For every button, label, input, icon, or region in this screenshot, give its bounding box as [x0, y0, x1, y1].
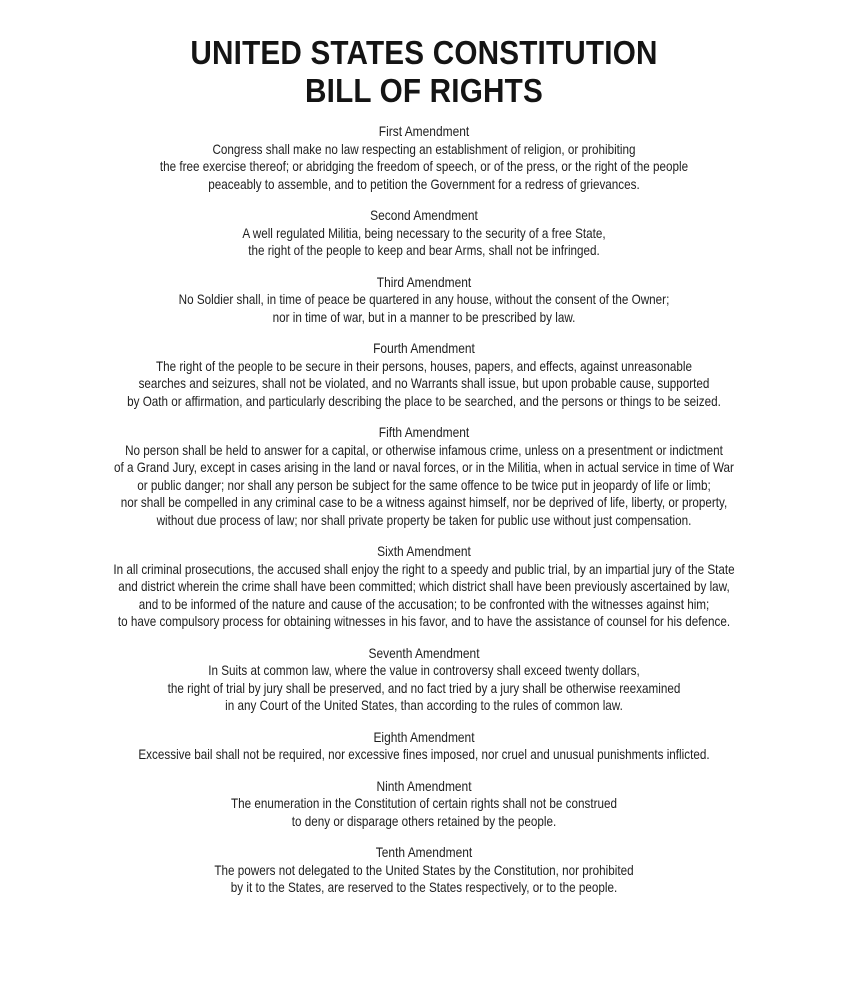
- amendment-heading: Fourth Amendment: [373, 341, 475, 356]
- amendment-text-line: to have compulsory process for obtaining witnesses in his favor, and to have the assistance of counsel for his defence.: [117, 614, 731, 629]
- amendment-heading: Tenth Amendment: [375, 845, 473, 860]
- amendment-text-line: Congress shall make no law respecting an establishment of religion, or prohibiting: [212, 141, 636, 157]
- amendment-tenth: [0, 844, 848, 897]
- document-title: [0, 34, 848, 110]
- amendment-text-line: The right of the people to be secure in their persons, houses, papers, and effects, against unreasonable: [156, 358, 692, 374]
- amendment-text-line: the right of trial by jury shall be preserved, and no fact tried by a jury shall be otherwise reexamined: [167, 680, 681, 696]
- amendment-seventh: [0, 645, 848, 715]
- amendments-list: [0, 123, 848, 897]
- amendment-text-line: of a Grand Jury, except in cases arising in the land or naval forces, or in the Militia, when in actual service in time of War: [114, 460, 734, 475]
- amendment-fifth: [0, 424, 848, 529]
- amendment-text-line: and to be informed of the nature and cause of the accusation; to be confronted with the witnesses against him;: [138, 596, 710, 612]
- title-line-bill-of-rights: BILL OF RIGHTS: [305, 72, 543, 109]
- amendment-text-line: and district wherein the crime shall have been committed; which district shall have been previously ascertained by law,: [118, 579, 730, 594]
- amendment-text-line: the free exercise thereof; or abridging the freedom of speech, or of the press, or the right of the people: [159, 159, 689, 174]
- amendment-heading: Third Amendment: [376, 274, 472, 290]
- amendment-text-line: nor shall be compelled in any criminal case to be a witness against himself, nor be deprived of life, liberty, or property,: [120, 495, 728, 510]
- amendment-text-line: In Suits at common law, where the value in controversy shall exceed twenty dollars,: [208, 663, 640, 678]
- amendment-first: [0, 123, 848, 193]
- amendment-text-line: In all criminal prosecutions, the accused shall enjoy the right to a speedy and public trial, by an impartial jury of the State: [113, 561, 735, 577]
- amendment-heading: Ninth Amendment: [376, 778, 472, 794]
- amendment-text-line: in any Court of the United States, than according to the rules of common law.: [225, 698, 623, 713]
- amendment-ninth: [0, 778, 848, 831]
- amendment-text-line: peaceably to assemble, and to petition the Government for a redress of grievances.: [208, 176, 640, 192]
- amendment-text-line: without due process of law; nor shall private property be taken for public use without just compensation.: [156, 512, 692, 528]
- amendment-third: [0, 274, 848, 327]
- amendment-heading: First Amendment: [378, 124, 470, 139]
- amendment-text-line: nor in time of war, but in a manner to be prescribed by law.: [272, 309, 576, 325]
- amendment-text-line: No person shall be held to answer for a capital, or otherwise infamous crime, unless on a presentment or indictment: [125, 442, 723, 458]
- amendment-text-line: The enumeration in the Constitution of certain rights shall not be construed: [230, 796, 618, 811]
- amendment-text-line: The powers not delegated to the United States by the Constitution, nor prohibited: [214, 862, 634, 878]
- amendment-text-line: Excessive bail shall not be required, nor excessive fines imposed, nor cruel and unusual punishments inflicted.: [138, 747, 710, 762]
- amendment-eighth: [0, 729, 848, 764]
- title-line-constitution: UNITED STATES CONSTITUTION: [190, 34, 658, 71]
- amendment-second: [0, 207, 848, 260]
- amendment-text-line: A well regulated Militia, being necessary to the security of a free State,: [242, 225, 606, 241]
- amendment-text-line: searches and seizures, shall not be violated, and no Warrants shall issue, but upon probable cause, supported: [138, 376, 710, 391]
- amendment-heading: Fifth Amendment: [378, 425, 470, 440]
- amendment-text-line: by it to the States, are reserved to the States respectively, or to the people.: [230, 880, 618, 895]
- amendment-fourth: [0, 340, 848, 410]
- amendment-heading: Eighth Amendment: [373, 729, 475, 745]
- amendment-heading: Second Amendment: [370, 208, 478, 223]
- amendment-text-line: No Soldier shall, in time of peace be quartered in any house, without the consent of the Owner;: [178, 292, 670, 307]
- amendment-text-line: to deny or disparage others retained by the people.: [291, 813, 557, 829]
- amendment-heading: Seventh Amendment: [368, 645, 480, 661]
- amendment-text-line: by Oath or affirmation, and particularly describing the place to be searched, and the persons or things to be seized.: [127, 393, 721, 409]
- amendment-heading: Sixth Amendment: [377, 544, 471, 559]
- amendment-text-line: or public danger; nor shall any person be subject for the same offence to be twice put in jeopardy of life or limb;: [137, 477, 711, 493]
- amendment-text-line: the right of the people to keep and bear Arms, shall not be infringed.: [248, 243, 600, 258]
- amendment-sixth: [0, 543, 848, 631]
